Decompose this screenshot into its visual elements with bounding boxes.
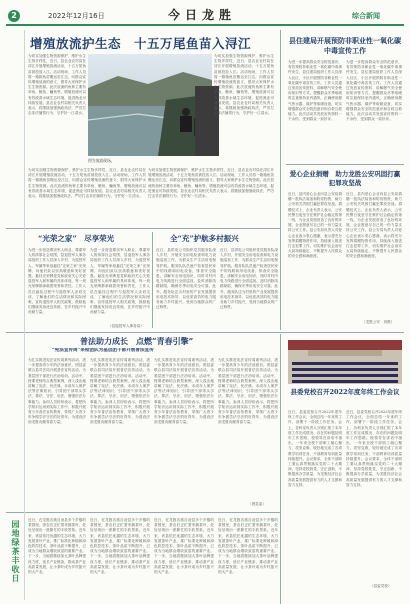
exam-body-col2: 近日，县委党校召开2022年度年终工作会议，全面总结一年来的工作，部署下一阶段工作任务。会上，各科室负责人分别汇报了本年度工作完成情况、存在的问题及明年工作思路。校领导在讲话中指出，一年来全校干部职工凝心聚力、攻坚克难，较好地完成了各项教学培训任务，干部教育培训质量持续提升。会议要求，全体干部职工要认真贯彻落实党的二十大精神，坚持党校姓党，守正创新，不断提高办学质量，为龙胜经济社会高质量发展提供有力的人才支撑和智力支持。 (346, 410, 402, 487)
law-body-col3: 为扎实推进宪法宣传周系列活动，进一步提高青少年的法治意识，团县委联合县司法局开展普法宣传活动，为基层团干部进行法治培训。活动中，授课老师结合典型案例，深入浅出地讲解了宪法、民法典、未成年人保护法等法律知识，引导团干部带头学法、尊法、守法、用法，增强依法办事能力。参训人员纷纷表示，将把所学知识运用到实际工作中，积极开展青少年普法宣传教育，带领广大青少年争做学法守法的好青年，为建设法治龙胜贡献青春力量。 (154, 358, 214, 425)
exam-headline: 县委党校召开2022年度年终工作会议 (290, 388, 400, 396)
mid-right-body-col1: 近日，县供电公司组织党员服务队深入乡村，开展安全用电检查和电力设施巡视工作，为群众生产生活用电保驾护航。服务队队员逐户检查居民家中的线路和用电设备，排查安全隐患，讲解安全用电知识，同时对村内电力线路进行全面巡视，及时消除线路缺陷，确保冬季用电安全可靠。此外，服务队还为村里的产业发展提供用电技术指导，以优质高效的电力服务助力乡村振兴，受到当地群众的广泛称赞。 (156, 248, 216, 310)
right-mid-author: （龙胜公安 刘维） (362, 320, 395, 324)
middle-column-divider (152, 232, 153, 328)
right-mid-body-col1: 近日，县内爱心企业向县公安局捐赠一批执法装备和防疫物资，助力公安机关巩固打赢犯罪攻坚战。捐赠仪式上，企业负责人表示，公安民警日夜坚守在维护社会稳定的第一线，为企业发展营造了良好的环境，企业愿意尽自己的一份力量支持公安工作。县公安局负责人对爱心企业表示衷心感谢，表示将充分发挥捐赠物资作用，持续深入推进打击犯罪工作，切实维护社会治安大局持续稳定，不断提升人民群众的安全感和满意度。 (288, 192, 342, 259)
river-photo (88, 54, 212, 156)
lead-body-col3: 为切实加强生物资源保护，维护水生生物多样性，近日，县农业农村局在浔江开展增殖放流活动，十五万尾鱼苗被投放入江。活动现场，工作人员将一箱箱鱼苗搬运至江边，向群众宣传增殖放流的意义，倡导大家保护水生生物资源。此次放流的鱼种主要有草鱼、鲢鱼、鳙鱼等，增殖放流可以有效改善水域生态环境，促进渔业可持续发展。县农业农村局相关负责人表示，将继续加强渔政执法，严厉打击非法捕捞行为，守护好一江清水。 (148, 168, 274, 199)
lead-photo (88, 54, 212, 156)
header-rule (6, 24, 404, 26)
left-edge-rule (24, 30, 25, 600)
lower-divider (6, 332, 404, 333)
section-label: 综合新闻 (352, 12, 380, 20)
law-body-col4: 为扎实推进宪法宣传周系列活动，进一步提高青少年的法治意识，团县委联合县司法局开展普法宣传活动，为基层团干部进行法治培训。活动中，授课老师结合典型案例，深入浅出地讲解了宪法、民法典、未成年人保护法等法律知识，引导团干部带头学法、尊法、守法、用法，增强依法办事能力。参训人员纷纷表示，将把所学知识运用到实际工作中，积极开展青少年普法宣传教育，带领广大青少年争做学法守法的好青年，为建设法治龙胜贡献青春力量。 (218, 358, 278, 425)
issue-date: 2022年12月16日 (48, 12, 105, 20)
right-top-headline: 县住建局开展预防非职业性一氧化碳中毒宣传工作 (289, 36, 401, 55)
right-top-body-col2: 为进一步提高群众安全防范意识，有效预防非职业性一氧化碳中毒事件发生，县住建局组织工作人员深入社区、小区开展预防非职业性一氧化碳中毒宣传工作。工作人员通过发放宣传资料、讲解燃气安全使用知识等方式，提醒群众冬季取暖时注意保持室内通风，正确使用燃气热水器、煤炉等取暖设备，切实增强群众安全防范意识和自救互救能力。此次活动共发放宣传资料一千余份，受到群众一致好评。 (346, 60, 402, 122)
mid-right-body-col2: 近日，县供电公司组织党员服务队深入乡村，开展安全用电检查和电力设施巡视工作，为群众生产生活用电保驾护航。服务队队员逐户检查居民家中的线路和用电设备，排查安全隐患，讲解安全用电知识，同时对村内电力线路进行全面巡视，及时消除线路缺陷，确保冬季用电安全可靠。此外，服务队还为村里的产业发展提供用电技术指导，以优质高效的电力服务助力乡村振兴，受到当地群众的广泛称赞。 (220, 248, 278, 310)
sidebar-body-col4: 近日，在龙胜各族自治县多个乡镇的茶园里，茶农们正忙着采摘茶叶，处处呈现出一派繁忙的丰收景象。近年来，该县依托优越的生态环境，大力发展茶叶产业，推广标准化种植和绿色防控技术，茶叶品质不断提升，已成为当地群众增收致富的重要产业。下一步，当地将继续加大茶叶品牌建设力度，延长产业链条，推动茶产业高质量发展，让小茶叶成为乡村振兴的大产业。 (218, 518, 278, 575)
masthead: 今日龙胜 (168, 8, 237, 22)
law-headline: 普法助力成长 点燃“青春引擎” (80, 336, 194, 346)
lead-headline: 增殖放流护生态 十五万尾鱼苗入浔江 (30, 36, 252, 51)
lead-divider (280, 30, 281, 330)
meeting-hall-photo (288, 340, 402, 384)
sidebar-body-col1: 近日，在龙胜各族自治县多个乡镇的茶园里，茶农们正忙着采摘茶叶，处处呈现出一派繁忙的丰收景象。近年来，该县依托优越的生态环境，大力发展茶叶产业，推广标准化种植和绿色防控技术，茶叶品质不断提升，已成为当地群众增收致富的重要产业。下一步，当地将继续加大茶叶品牌建设力度，延长产业链条，推动茶产业高质量发展，让小茶叶成为乡村振兴的大产业。 (28, 518, 86, 575)
right-mid-headline: 爱心企业捐赠 助力龙胜公安巩固打赢犯罪攻坚战 (289, 170, 401, 187)
middle-divider-top (6, 228, 280, 229)
sidebar-title: 园地绿茶丰收日 (11, 520, 21, 583)
lead-body-col2: 为切实加强生物资源保护，维护水生生物多样性，近日，县农业农村局在浔江开展增殖放流活动，十五万尾鱼苗被投放入江。活动现场，工作人员将一箱箱鱼苗搬运至江边，向群众宣传增殖放流的意义，倡导大家保护水生生物资源。此次放流的鱼种主要有草鱼、鲢鱼、鳙鱼等，增殖放流可以有效改善水域生态环境，促进渔业可持续发展。县农业农村局相关负责人表示，将继续加强渔政执法，严厉打击非法捕捞行为，守护好一江清水。 (214, 54, 274, 116)
lead-photo-caption: 图为放流现场。 (88, 158, 115, 163)
sidebar-divider (6, 512, 280, 513)
law-body-col2: 为扎实推进宪法宣传周系列活动，进一步提高青少年的法治意识，团县委联合县司法局开展普法宣传活动，为基层团干部进行法治培训。活动中，授课老师结合典型案例，深入浅出地讲解了宪法、民法典、未成年人保护法等法律知识，引导团干部带头学法、尊法、守法、用法，增强依法办事能力。参训人员纷纷表示，将把所学知识运用到实际工作中，积极开展青少年普法宣传教育，带领广大青少年争做学法守法的好青年，为建设法治龙胜贡献青春力量。 (90, 358, 150, 425)
law-body-col1: 为扎实推进宪法宣传周系列活动，进一步提高青少年的法治意识，团县委联合县司法局开展普法宣传活动，为基层团干部进行法治培训。活动中，授课老师结合典型案例，深入浅出地讲解了宪法、民法典、未成年人保护法等法律知识，引导团干部带头学法、尊法、守法、用法，增强依法办事能力。参训人员纷纷表示，将把所学知识运用到实际工作中，积极开展青少年普法宣传教育，带领广大青少年争做学法守法的好青年，为建设法治龙胜贡献青春力量。 (28, 358, 86, 425)
sidebar-body-col2: 近日，在龙胜各族自治县多个乡镇的茶园里，茶农们正忙着采摘茶叶，处处呈现出一派繁忙的丰收景象。近年来，该县依托优越的生态环境，大力发展茶叶产业，推广标准化种植和绿色防控技术，茶叶品质不断提升，已成为当地群众增收致富的重要产业。下一步，当地将继续加大茶叶品牌建设力度，延长产业链条，推动茶产业高质量发展，让小茶叶成为乡村振兴的大产业。 (90, 518, 150, 575)
law-exam-divider (280, 334, 281, 604)
lead-body-col1: 为切实加强生物资源保护，维护水生生物多样性，近日，县农业农村局在浔江开展增殖放流活动，十五万尾鱼苗被投放入江。活动现场，工作人员将一箱箱鱼苗搬运至江边，向群众宣传增殖放流的意义，倡导大家保护水生生物资源。此次放流的鱼种主要有草鱼、鲢鱼、鳙鱼等，增殖放流可以有效改善水域生态环境，促进渔业可持续发展。县农业农村局相关负责人表示，将继续加强渔政执法，严厉打击非法捕捞行为，守护好一江清水。 (28, 54, 86, 116)
right-top-divider (286, 164, 404, 165)
mid-left-body-col2: 为进一步营造尊崇军人职业、尊重军人的浓厚社会氛围，县退役军人事务局组织工作人员深入乡村，为退役军人、军属等家庭悬挂“光荣之家”光荣牌，向他们致以崇高敬意和美好祝愿。悬挂光荣牌是党和政府关心关爱退役军人和军属的具体体现，每一块光荣牌都承载着荣誉和责任。工作人员在悬挂过程中与退役军人亲切交谈，了解他们的生活情况和实际困难，宣传退役军人相关政策，鼓励他们继续发扬优良传统，在乡村振兴中贡献力量。 (90, 248, 150, 315)
lead-body-col4: 为切实加强生物资源保护，维护水生生物多样性，近日，县农业农村局在浔江开展增殖放流活动，十五万尾鱼苗被投放入江。活动现场，工作人员将一箱箱鱼苗搬运至江边，向群众宣传增殖放流的意义，倡导大家保护水生生物资源。此次放流的鱼种主要有草鱼、鲢鱼、鳙鱼等，增殖放流可以有效改善水域生态环境，促进渔业可持续发展。县农业农村局相关负责人表示，将继续加强渔政执法，严厉打击非法捕捞行为，守护好一江清水。 (28, 168, 146, 199)
page-number-badge: 2 (8, 10, 20, 22)
meeting-photo (288, 340, 402, 384)
mid-left-body-col1: 为进一步营造尊崇军人职业、尊重军人的浓厚社会氛围，县退役军人事务局组织工作人员深入乡村，为退役军人、军属等家庭悬挂“光荣之家”光荣牌，向他们致以崇高敬意和美好祝愿。悬挂光荣牌是党和政府关心关爱退役军人和军属的具体体现，每一块光荣牌都承载着荣誉和责任。工作人员在悬挂过程中与退役军人亲切交谈，了解他们的生活情况和实际困难，宣传退役军人相关政策，鼓励他们继续发扬优良传统，在乡村振兴中贡献力量。 (28, 248, 86, 315)
mid-left-headline: “光荣之家” 尽享荣光 (38, 234, 115, 243)
exam-body-col1: 近日，县委党校召开2022年度年终工作会议，全面总结一年来的工作，部署下一阶段工作任务。会上，各科室负责人分别汇报了本年度工作完成情况、存在的问题及明年工作思路。校领导在讲话中指出，一年来全校干部职工凝心聚力、攻坚克难，较好地完成了各项教学培训任务，干部教育培训质量持续提升。会议要求，全体干部职工要认真贯彻落实党的二十大精神，坚持党校姓党，守正创新，不断提高办学质量，为龙胜经济社会高质量发展提供有力的人才支撑和智力支持。 (288, 410, 342, 487)
law-subhead: “宪法宣传周”来检团队为基层团干部开展普法宣传 (52, 348, 154, 353)
right-top-body-col1: 为进一步提高群众安全防范意识，有效预防非职业性一氧化碳中毒事件发生，县住建局组织工作人员深入社区、小区开展预防非职业性一氧化碳中毒宣传工作。工作人员通过发放宣传资料、讲解燃气安全使用知识等方式，提醒群众冬季取暖时注意保持室内通风，正确使用燃气热水器、煤炉等取暖设备，切实增强群众安全防范意识和自救互救能力。此次活动共发放宣传资料一千余份，受到群众一致好评。 (288, 60, 342, 122)
law-author: （团县委） (248, 502, 266, 506)
exam-author: （县委党校） (370, 584, 392, 588)
mid-right-headline: 全“充”护航多村振兴 (170, 234, 239, 243)
mid-left-author: （县退役军人事务局） (108, 324, 144, 328)
sidebar-body-col3: 近日，在龙胜各族自治县多个乡镇的茶园里，茶农们正忙着采摘茶叶，处处呈现出一派繁忙的丰收景象。近年来，该县依托优越的生态环境，大力发展茶叶产业，推广标准化种植和绿色防控技术，茶叶品质不断提升，已成为当地群众增收致富的重要产业。下一步，当地将继续加大茶叶品牌建设力度，延长产业链条，推动茶产业高质量发展，让小茶叶成为乡村振兴的大产业。 (154, 518, 214, 575)
right-mid-body-col2: 近日，县内爱心企业向县公安局捐赠一批执法装备和防疫物资，助力公安机关巩固打赢犯罪攻坚战。捐赠仪式上，企业负责人表示，公安民警日夜坚守在维护社会稳定的第一线，为企业发展营造了良好的环境，企业愿意尽自己的一份力量支持公安工作。县公安局负责人对爱心企业表示衷心感谢，表示将充分发挥捐赠物资作用，持续深入推进打击犯罪工作，切实维护社会治安大局持续稳定，不断提升人民群众的安全感和满意度。 (346, 192, 402, 259)
